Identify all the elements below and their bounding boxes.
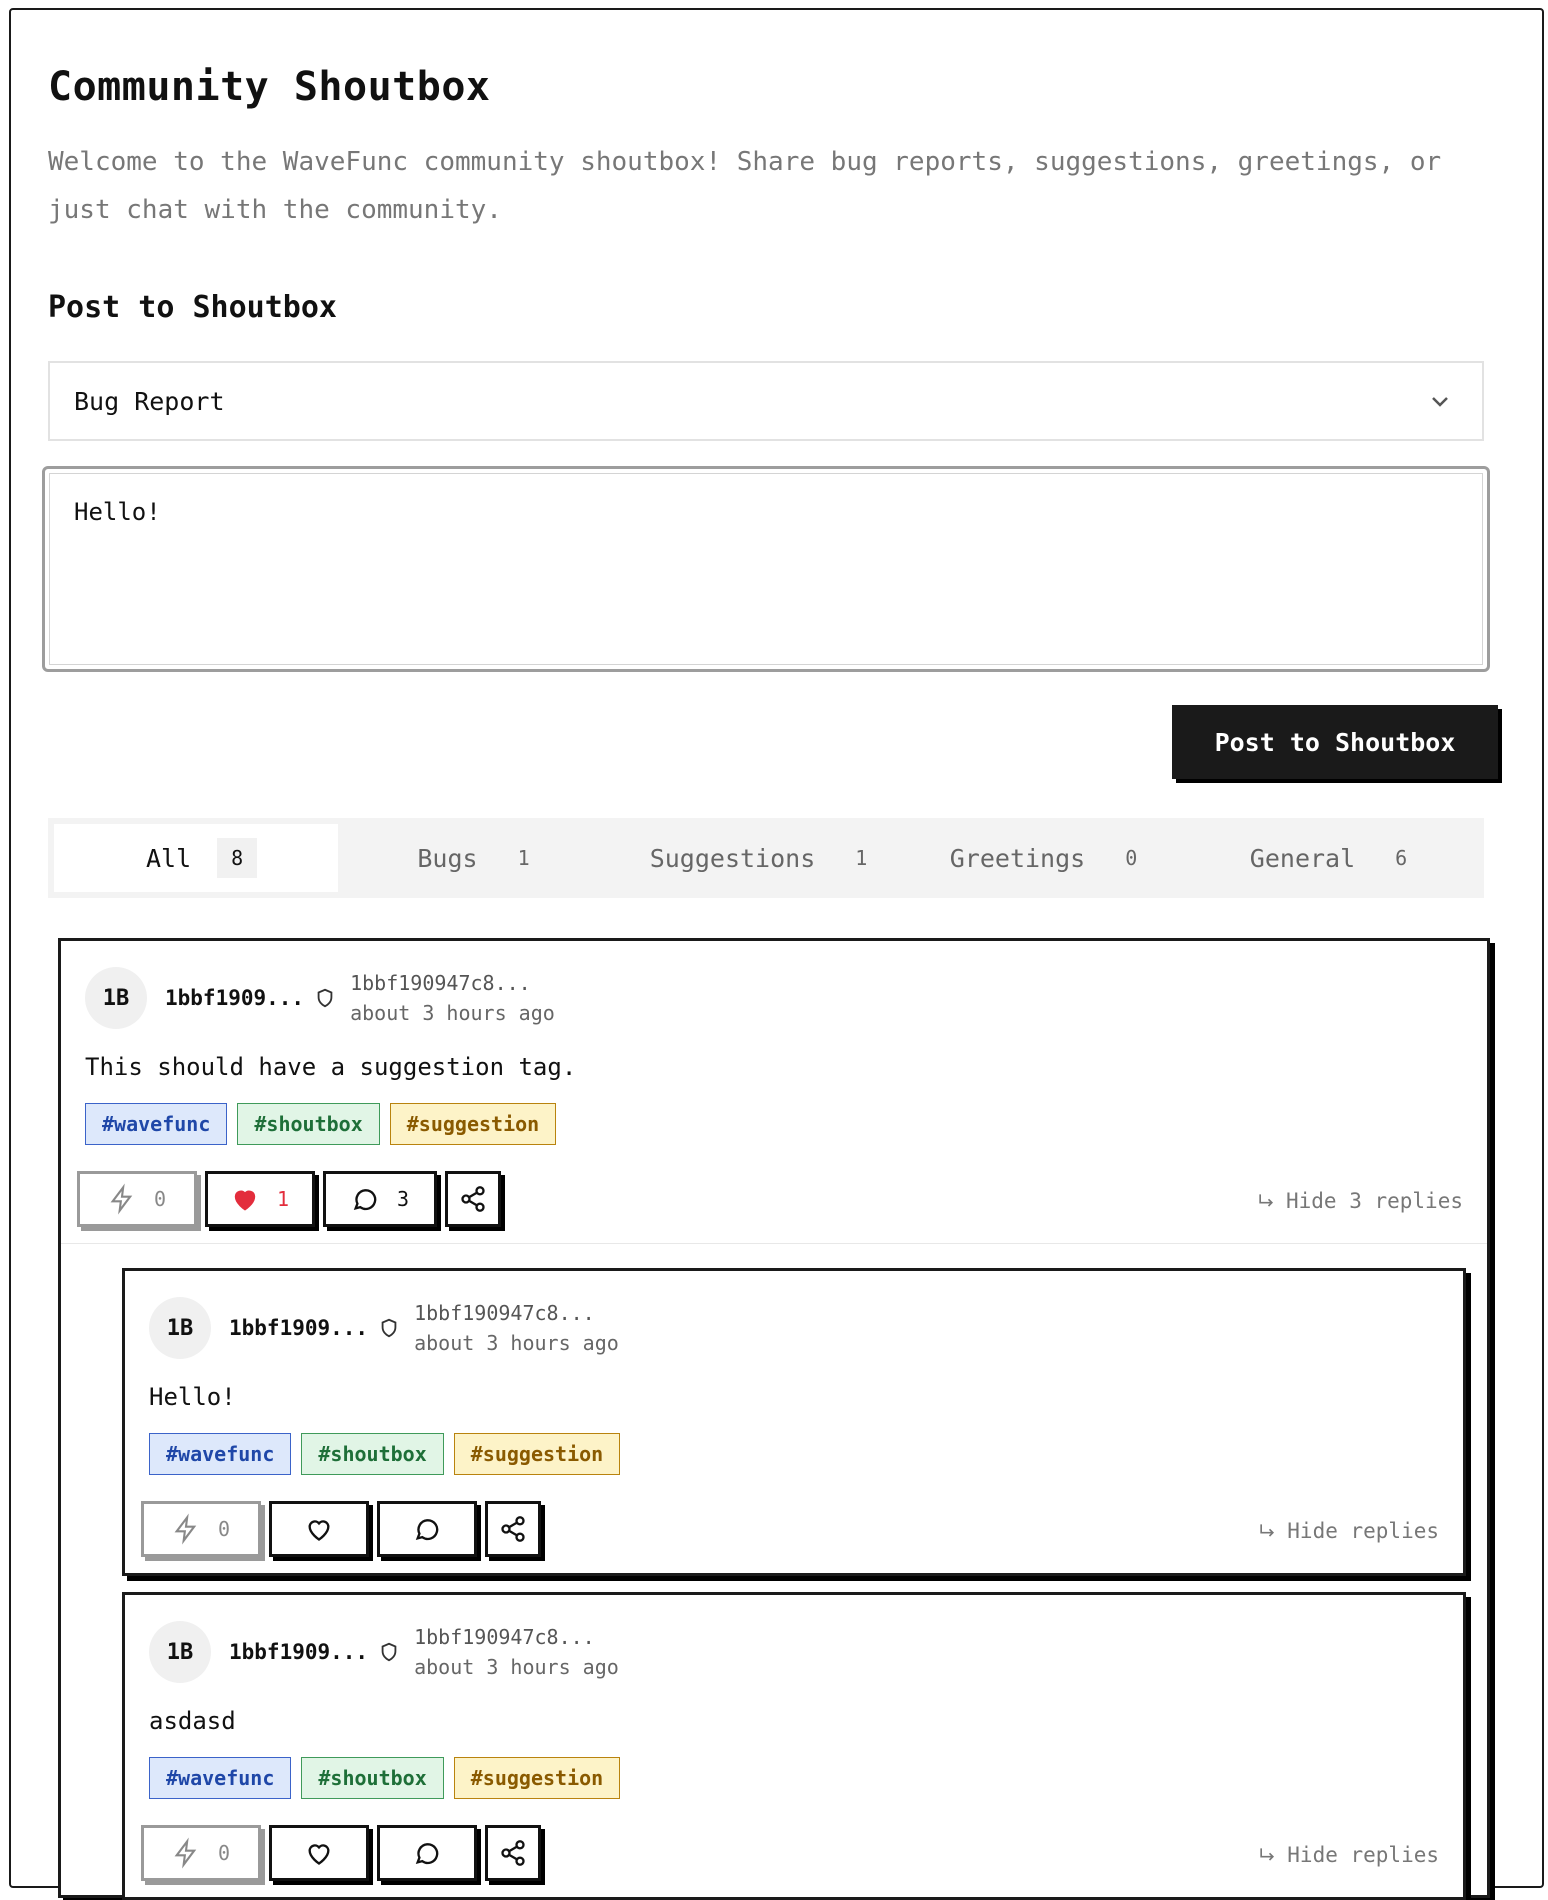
- like-button[interactable]: [269, 1501, 369, 1557]
- post-meta: [414, 1625, 619, 1679]
- reply-arrow-icon: [1256, 1191, 1276, 1211]
- share-button[interactable]: [485, 1825, 541, 1881]
- zap-count: 0: [217, 1841, 231, 1865]
- zap-button[interactable]: [77, 1171, 197, 1227]
- author-address: 1bbf190947c8...: [350, 971, 531, 995]
- post-timestamp: about 3 hours ago: [414, 1331, 619, 1355]
- tag-wavefunc[interactable]: #wavefunc: [149, 1433, 291, 1475]
- shield-icon: [378, 1641, 400, 1663]
- post-to-shoutbox-button[interactable]: Post to Shoutbox: [1172, 705, 1498, 779]
- post-header: [149, 1619, 619, 1685]
- zap-count: 0: [217, 1517, 231, 1541]
- tag-wavefunc[interactable]: #wavefunc: [149, 1757, 291, 1799]
- author-name[interactable]: 1bbf1909...: [229, 1640, 369, 1664]
- share-icon: [459, 1185, 487, 1213]
- heart-icon: [305, 1839, 333, 1867]
- hide-replies-label: Hide 3 replies: [1285, 1189, 1463, 1213]
- comment-button[interactable]: [377, 1825, 477, 1881]
- tab-count: 1: [855, 846, 868, 870]
- reply-arrow-icon: [1257, 1521, 1277, 1541]
- post-actions: [141, 1825, 541, 1881]
- tab-count: 8: [217, 838, 257, 878]
- tab-suggestions[interactable]: [623, 824, 908, 892]
- zap-icon: [108, 1185, 136, 1213]
- tag-suggestion[interactable]: #suggestion: [454, 1433, 620, 1475]
- category-select[interactable]: [48, 361, 1484, 441]
- comment-button[interactable]: [377, 1501, 477, 1557]
- chevron-down-icon: [1428, 389, 1452, 413]
- tag-wavefunc[interactable]: #wavefunc: [85, 1103, 227, 1145]
- tab-count: 1: [517, 846, 530, 870]
- tag-shoutbox[interactable]: #shoutbox: [237, 1103, 379, 1145]
- tab-count: 0: [1125, 846, 1138, 870]
- avatar[interactable]: 1B: [149, 1621, 211, 1683]
- post-meta: [350, 971, 555, 1025]
- tab-bugs[interactable]: [338, 824, 623, 892]
- author-name[interactable]: 1bbf1909...: [165, 986, 305, 1010]
- author-name[interactable]: 1bbf1909...: [229, 1316, 369, 1340]
- reply-arrow-icon: [1257, 1845, 1277, 1865]
- zap-icon: [172, 1839, 200, 1867]
- zap-icon: [172, 1515, 200, 1543]
- tab-label: Greetings: [949, 843, 1086, 873]
- category-select-value: Bug Report: [74, 386, 225, 416]
- reply-card: [122, 1268, 1466, 1576]
- share-icon: [499, 1515, 527, 1543]
- author-address: 1bbf190947c8...: [414, 1625, 595, 1649]
- message-input-wrapper: [42, 466, 1490, 672]
- heart-icon: [305, 1515, 333, 1543]
- tab-greetings[interactable]: [908, 824, 1193, 892]
- tab-all[interactable]: [54, 824, 338, 892]
- comment-count: 3: [396, 1187, 410, 1211]
- hide-replies-toggle[interactable]: [1257, 1519, 1439, 1543]
- replies-divider: [61, 1243, 1487, 1244]
- post-actions: [141, 1501, 541, 1557]
- category-tabs: [48, 818, 1484, 898]
- hide-replies-label: Hide replies: [1287, 1843, 1439, 1867]
- tab-label: General: [1249, 843, 1356, 873]
- share-button[interactable]: [485, 1501, 541, 1557]
- zap-count: 0: [153, 1187, 167, 1211]
- tag-list: [85, 1103, 556, 1145]
- tag-shoutbox[interactable]: #shoutbox: [301, 1433, 443, 1475]
- tab-label: All: [146, 843, 192, 873]
- tag-list: [149, 1433, 620, 1475]
- like-count: 1: [276, 1187, 290, 1211]
- post-body: asdasd: [149, 1707, 236, 1735]
- comment-icon: [413, 1515, 441, 1543]
- like-button[interactable]: [205, 1171, 315, 1227]
- tag-shoutbox[interactable]: #shoutbox: [301, 1757, 443, 1799]
- post-body: This should have a suggestion tag.: [85, 1053, 577, 1081]
- zap-button[interactable]: [141, 1825, 261, 1881]
- zap-button[interactable]: [141, 1501, 261, 1557]
- tab-general[interactable]: [1193, 824, 1478, 892]
- tab-label: Bugs: [417, 843, 478, 873]
- avatar[interactable]: 1B: [149, 1297, 211, 1359]
- post-body: Hello!: [149, 1383, 236, 1411]
- post-header: [85, 965, 555, 1031]
- shield-icon: [378, 1317, 400, 1339]
- share-button[interactable]: [445, 1171, 501, 1227]
- hide-replies-label: Hide replies: [1287, 1519, 1439, 1543]
- hide-replies-toggle[interactable]: [1257, 1843, 1439, 1867]
- comment-icon: [351, 1185, 379, 1213]
- post-header: [149, 1295, 619, 1361]
- avatar[interactable]: 1B: [85, 967, 147, 1029]
- tab-count: 6: [1395, 846, 1408, 870]
- compose-section-title: Post to Shoutbox: [48, 290, 337, 325]
- hide-replies-toggle[interactable]: [1256, 1189, 1463, 1213]
- tag-suggestion[interactable]: #suggestion: [454, 1757, 620, 1799]
- tab-label: Suggestions: [649, 843, 816, 873]
- author-address: 1bbf190947c8...: [414, 1301, 595, 1325]
- share-icon: [499, 1839, 527, 1867]
- post-timestamp: about 3 hours ago: [350, 1001, 555, 1025]
- message-input[interactable]: Hello!: [49, 473, 1483, 665]
- post-actions: [77, 1171, 501, 1227]
- reply-card: [122, 1592, 1466, 1900]
- post-meta: [414, 1301, 619, 1355]
- page-description: Welcome to the WaveFunc community shoutbox! Share bug reports, suggestions, greetings, or just chat with the community.: [48, 147, 1442, 225]
- like-button[interactable]: [269, 1825, 369, 1881]
- post-timestamp: about 3 hours ago: [414, 1655, 619, 1679]
- page-title: Community Shoutbox: [48, 64, 491, 110]
- tag-suggestion[interactable]: #suggestion: [390, 1103, 556, 1145]
- comment-icon: [413, 1839, 441, 1867]
- comment-button[interactable]: [323, 1171, 437, 1227]
- tag-list: [149, 1757, 620, 1799]
- heart-icon: [231, 1185, 259, 1213]
- shield-icon: [314, 987, 336, 1009]
